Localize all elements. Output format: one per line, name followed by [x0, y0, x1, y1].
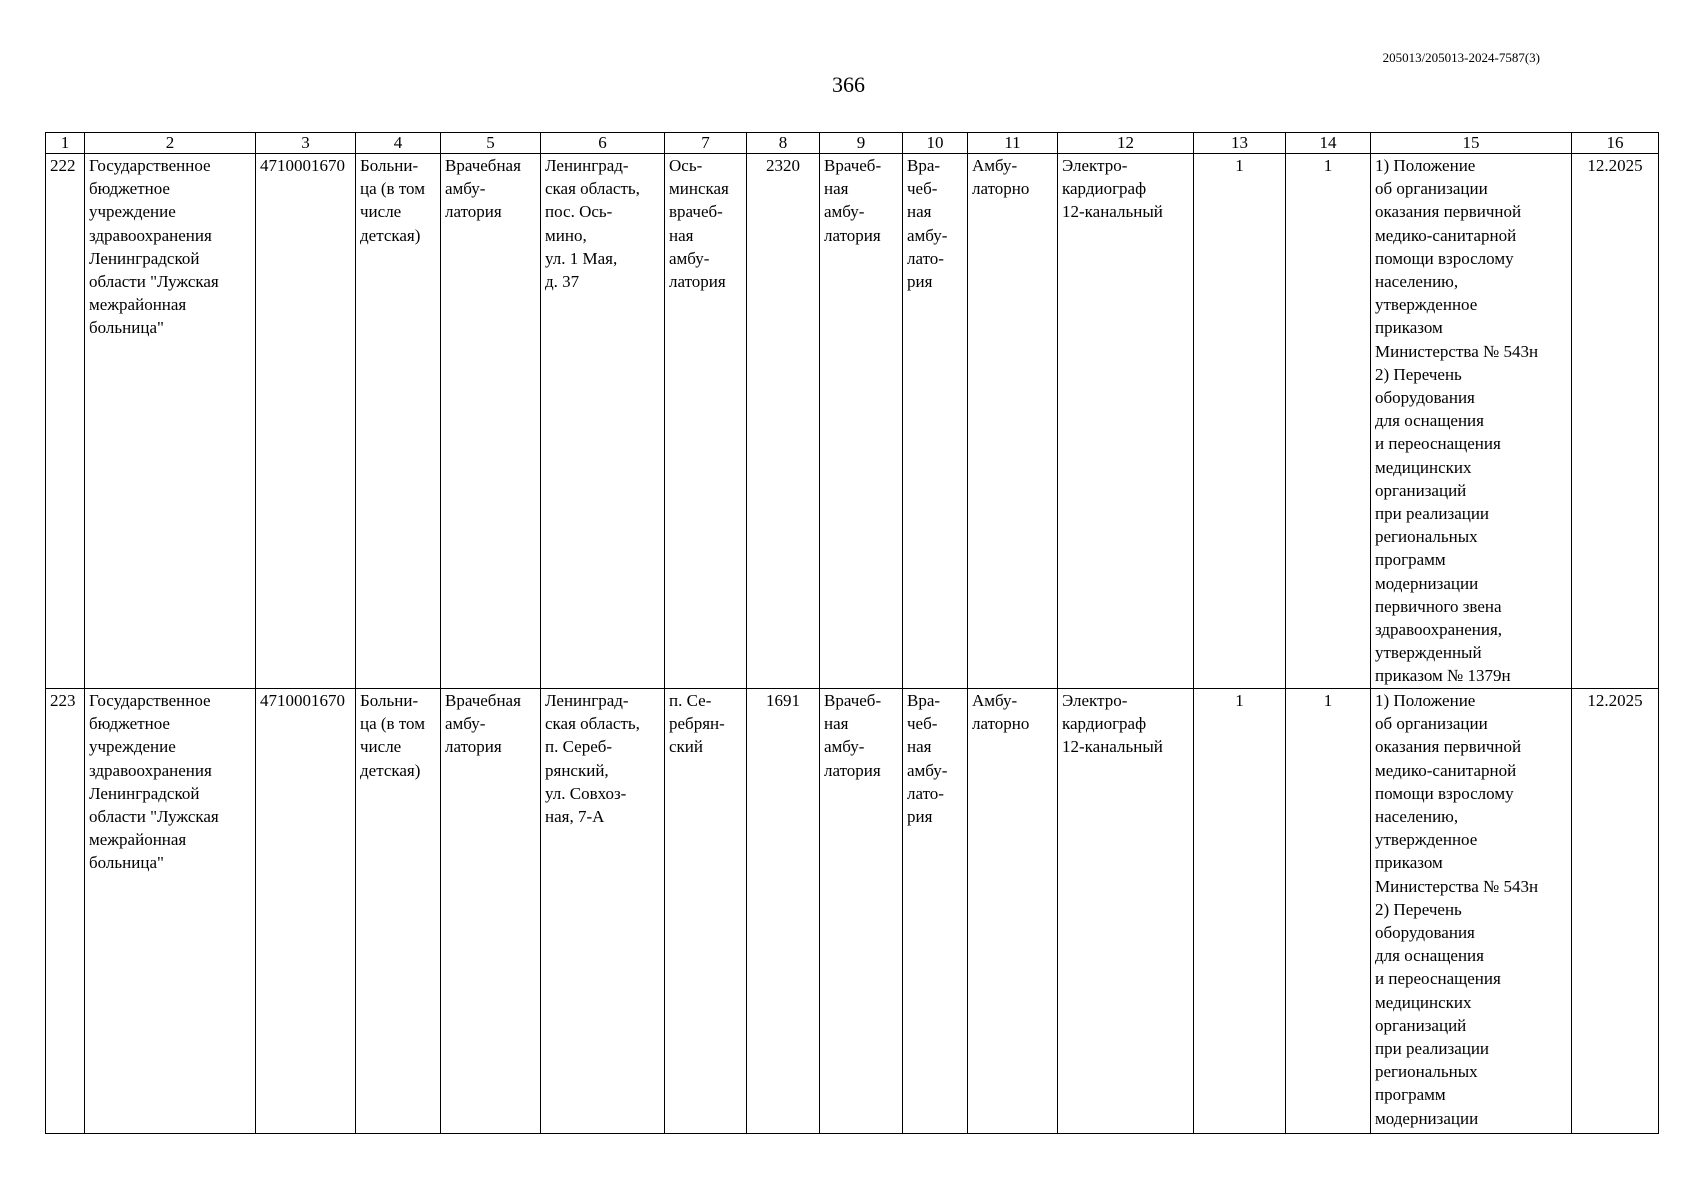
organization-name: Государственное бюджетное учреждение здравоохранения Ленинградской области "Лужская межрайонная больница": [85, 689, 256, 1134]
column-header: 16: [1572, 133, 1659, 154]
date-cell: 12.2025: [1572, 689, 1659, 1134]
column-header: 10: [903, 133, 968, 154]
inn-cell: 4710001670: [256, 689, 356, 1134]
column-header: 7: [665, 133, 747, 154]
column-header: 15: [1371, 133, 1572, 154]
basis-cell: 1) Положение об организации оказания первичной медико-санитарной помощи взрослому населению, утвержденное приказом Министерства № 543н 2) Перечень оборудования для оснащения и переоснащения медицинских организаций при реализации региональных программ модернизации первичного звена здравоохранения, утвержденный приказом № 1379н: [1371, 154, 1572, 689]
column-header: 2: [85, 133, 256, 154]
address-cell: Ленинград- ская область, п. Сереб- рянский, ул. Совхоз- ная, 7-А: [541, 689, 665, 1134]
subunit-cell: Врачеб- ная амбу- латория: [820, 154, 903, 689]
place-cell: п. Се- ребрян- ский: [665, 689, 747, 1134]
registry-table: [45, 132, 1659, 1134]
column-header: 5: [441, 133, 541, 154]
equipment-cell: Электро- кардиограф 12-канальный: [1058, 689, 1194, 1134]
document-id: 205013/205013-2024-7587(3): [1382, 50, 1540, 65]
table-row: [46, 154, 1659, 689]
row-number: 222: [46, 154, 85, 689]
inn-cell: 4710001670: [256, 154, 356, 689]
column-header: 6: [541, 133, 665, 154]
quantity-cell: 1: [1194, 154, 1286, 689]
column-header: 1: [46, 133, 85, 154]
column-header: 12: [1058, 133, 1194, 154]
quantity-cell: 1: [1194, 689, 1286, 1134]
column-header: 11: [968, 133, 1058, 154]
organization-type: Больни- ца (в том числе детская): [356, 689, 441, 1134]
place-cell: Ось- минская врачеб- ная амбу- латория: [665, 154, 747, 689]
care-mode-cell: Амбу- латорно: [968, 154, 1058, 689]
basis-cell: 1) Положение об организации оказания первичной медико-санитарной помощи взрослому населению, утвержденное приказом Министерства № 543н 2) Перечень оборудования для оснащения и переоснащения медицинских организаций при реализации региональных программ модернизации: [1371, 689, 1572, 1134]
address-cell: Ленинград- ская область, пос. Ось- мино, ул. 1 Мая, д. 37: [541, 154, 665, 689]
subunit-cell: Врачеб- ная амбу- латория: [820, 689, 903, 1134]
organization-type: Больни- ца (в том числе детская): [356, 154, 441, 689]
quantity-cell: 1: [1286, 689, 1371, 1134]
unit-cell: Врачебная амбу- латория: [441, 689, 541, 1134]
page-number: 366: [832, 72, 865, 97]
date-cell: 12.2025: [1572, 154, 1659, 689]
population-cell: 1691: [747, 689, 820, 1134]
equipment-cell: Электро- кардиограф 12-канальный: [1058, 154, 1194, 689]
organization-name: Государственное бюджетное учреждение здравоохранения Ленинградской области "Лужская межрайонная больница": [85, 154, 256, 689]
care-mode-cell: Амбу- латорно: [968, 689, 1058, 1134]
column-header: 8: [747, 133, 820, 154]
column-header: 3: [256, 133, 356, 154]
population-cell: 2320: [747, 154, 820, 689]
column-header: 4: [356, 133, 441, 154]
column-header: 13: [1194, 133, 1286, 154]
column-number-row: [46, 133, 1659, 154]
quantity-cell: 1: [1286, 154, 1371, 689]
subunit-detail-cell: Вра- чеб- ная амбу- лато- рия: [903, 154, 968, 689]
unit-cell: Врачебная амбу- латория: [441, 154, 541, 689]
subunit-detail-cell: Вра- чеб- ная амбу- лато- рия: [903, 689, 968, 1134]
column-header: 14: [1286, 133, 1371, 154]
table-row: [46, 689, 1659, 1134]
column-header: 9: [820, 133, 903, 154]
row-number: 223: [46, 689, 85, 1134]
